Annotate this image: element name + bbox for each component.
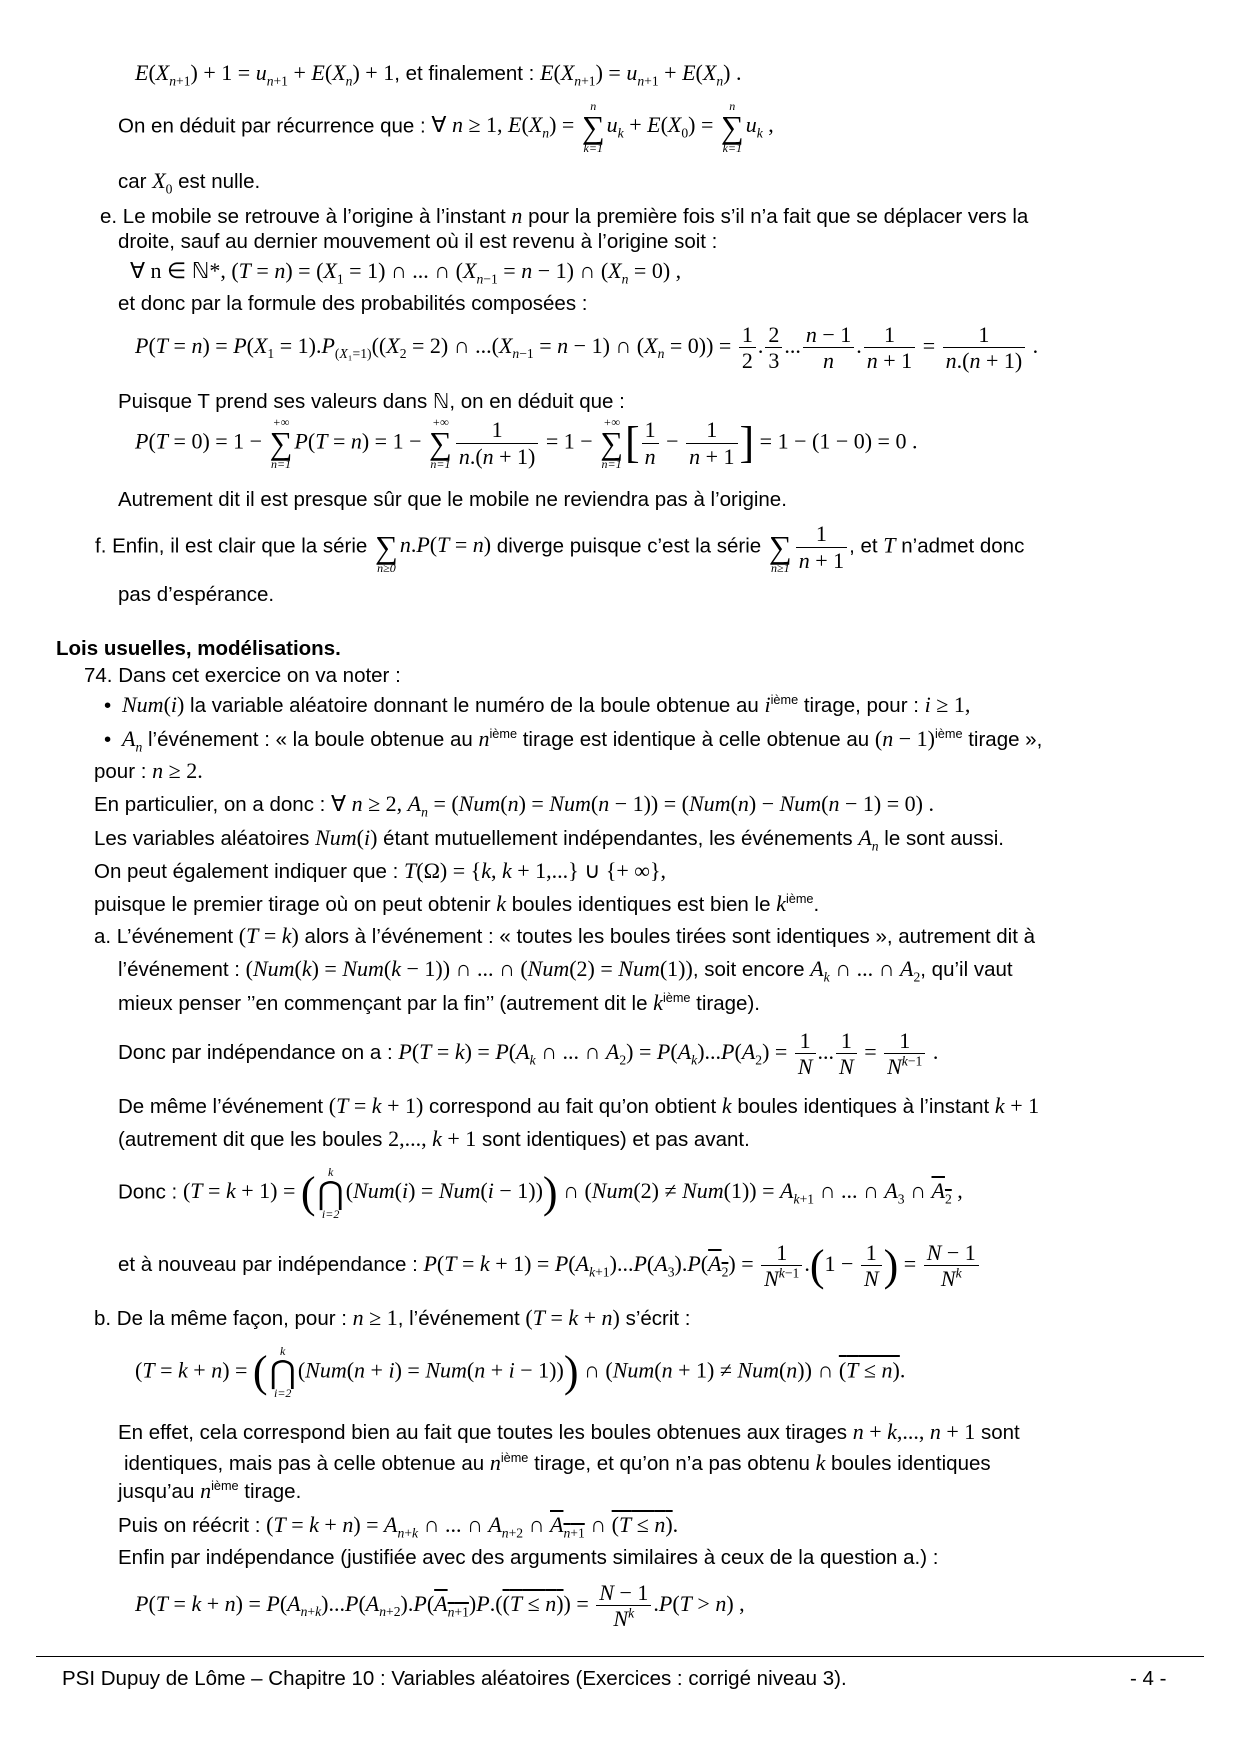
formula-expectation-recurrence: $E(X_{n+1}) + 1 = u_{n+1} + E(X_n) + 1$, et finalement : $E(X_{n+1}) = u_{n+1} + E(X_n)$ . <box>135 60 742 89</box>
text: b. De la même façon, pour : <box>94 1307 353 1330</box>
section-title: Lois usuelles, modélisations. <box>56 637 341 660</box>
text: a. L’événement <box>94 925 239 948</box>
text: e. Le mobile se retrouve à l’origine à l’instant <box>100 205 512 228</box>
text: , l’événement <box>397 1307 526 1330</box>
paragraph-e-line1: e. Le mobile se retrouve à l’origine à l’instant n pour la première fois s’il n’a fait que se déplacer vers la <box>100 203 1029 228</box>
text: sont <box>975 1421 1020 1444</box>
formula-event-t-equals-n: ∀ n ∈ ℕ*, $(T = n) = (X_1 = 1)$ ∩ ... ∩ $(X_{n-1} = n - 1)$ ∩ $(X_n = 0)$ , <box>130 258 682 287</box>
text: , et <box>849 534 884 558</box>
superscript: ième <box>934 726 963 742</box>
superscript: ième <box>662 990 691 1006</box>
paragraph-f-line1: f. Enfin, il est clair que la série ∑ n≥0 n.P(T = n) diverge puisque c’est la série ∑ n≥1 $\frac{1}{n + 1}$ , et T n’admet donc <box>95 521 1025 576</box>
text: n’admet donc <box>895 534 1025 558</box>
ex74-a-line7: Donc : (T = k + 1) = ( k ⋂ i=2 (Num(i) = Num(i − 1))) ∩ $(Num(2) \ne Num(1)) = A_{k+1}$ ∩ ... ∩ $A_3$ ∩ $A_2$ , <box>118 1165 963 1222</box>
text: Puis on réécrit : <box>118 1514 267 1537</box>
ex74-a-line1: a. L’événement (T = k) alors à l’événement : « toutes les boules tirées sont identiques », autrement dit à <box>94 923 1035 948</box>
sum-symbol: n ∑ k=1 <box>581 99 605 156</box>
ex74-a-line5: De même l’événement (T = k + 1) correspond au fait qu’on obtient k boules identiques à l’instant k + 1 <box>118 1093 1040 1118</box>
superscript: ième <box>211 1478 239 1494</box>
ex74-pour: pour : n ≥ 2. <box>94 758 203 783</box>
ex74-particular: En particulier, on a donc : ∀ n ≥ 2, $A_n = (Num(n) = Num(n - 1)) = (Num(n) - Num(n - 1) = 0)$ . <box>94 791 934 820</box>
text: jusqu’au <box>118 1480 201 1503</box>
formula-prob-t-k-plus-n: $P(T = k + n) = P(A_{n+k})...P(A_{n+2}).P(A_{n+1})P.((T \le n))$ = $\frac{N - 1}{N^k}$ .P(T > n) , <box>135 1580 745 1632</box>
text: tirage). <box>690 992 760 1015</box>
text: tirage. <box>238 1480 302 1503</box>
text: boules identiques est bien le <box>506 893 777 916</box>
superscript: ième <box>785 891 814 907</box>
footer-title: PSI Dupuy de Lôme – Chapitre 10 : Variables aléatoires (Exercices : corrigé niveau 3). <box>62 1667 847 1690</box>
ex74-b-line7: Enfin par indépendance (justifiée avec des arguments similaires à ceux de la question a.) : <box>118 1546 939 1569</box>
text: car <box>118 170 153 193</box>
text: Donc par indépendance on a : <box>118 1040 399 1064</box>
ex74-bullet-an: • $A_n$ l’événement : « la boule obtenue au $n^{ième}$ tirage est identique à celle obtenue au $(n - 1)^{ième}$ tirage », <box>104 726 1043 755</box>
superscript: ième <box>770 692 799 708</box>
ex74-omega: On peut également indiquer que : T(Ω) = {k, k + 1,...} ∪ {+ ∞}, <box>94 858 667 883</box>
paragraph-e-line2: droite, sauf au dernier mouvement où il est revenu à l’origine soit : <box>118 230 718 253</box>
paragraph-x0-null: car $X_0$ est nulle. <box>118 168 261 197</box>
text: tirage est identique à celle obtenue au <box>517 728 875 751</box>
ex74-intro: 74. Dans cet exercice on va noter : <box>84 664 401 687</box>
formula-prob-t-equals-n: $P(T = n) = P(X_1 = 1).P_{(X_1=1)}((X_2 = 2)$ ∩ $...(X_{n-1} = n - 1)$ ∩ $(X_n = 0)$) = $\frac{1}{2}$ . $\frac{2}{3}$ ... $\frac{n - 1}{n}$ . $\frac{1}{n + 1}$ = $\frac{1}{n.(n + 1)}$ . <box>135 322 1039 374</box>
text: On en déduit par récurrence que : <box>118 114 432 138</box>
text: , soit encore <box>692 958 811 981</box>
paragraph-e-conclusion: Autrement dit il est presque sûr que le mobile ne reviendra pas à l’origine. <box>118 488 787 511</box>
text: En effet, cela correspond bien au fait que toutes les boules obtenues aux tirages <box>118 1421 853 1444</box>
superscript: ième <box>500 1450 529 1466</box>
text: pour la première fois s’il n’a fait que se déplacer vers la <box>522 205 1029 228</box>
text: est nulle. <box>172 170 261 193</box>
sum-symbol: n ∑ k=1 <box>720 99 744 156</box>
text: mieux penser ’’en commençant par la fin’’ (autrement dit le <box>118 992 654 1015</box>
paragraph-e-compound: et donc par la formule des probabilités composées : <box>118 292 588 315</box>
text: On peut également indiquer que : <box>94 860 404 883</box>
formula-prob-t-zero: P(T = 0) = 1 − +∞ ∑ n=1 P(T = n) = 1 − +∞ ∑ n=1 $\frac{1}{n.(n + 1)}$ = 1 − +∞ ∑ n=1 [ $\frac{1}{n}$ − $\frac{1}{n + 1}$ ] = 1 − (1 − 0) = 0 . <box>135 415 918 472</box>
page-number: - 4 - <box>1130 1667 1167 1690</box>
text: Donc : <box>118 1180 183 1204</box>
text: boules identiques <box>825 1452 991 1475</box>
text: , qu’il vaut <box>920 958 1013 981</box>
ex74-a-line8: et à nouveau par indépendance : $P(T = k + 1) = P(A_{k+1})...P(A_3).P(A_2)$ = $\frac{1}{N^{k-1}}$ .(1 − $\frac{1}{N}$ ) = $\frac{N - 1}{N^k}$ <box>118 1240 981 1292</box>
ex74-b-line1: b. De la même façon, pour : n ≥ 1, l’événement (T = k + n) s’écrit : <box>94 1305 691 1330</box>
ex74-a-line3: mieux penser ’’en commençant par la fin’’ (autrement dit le $k^{ième}$ tirage). <box>118 990 760 1015</box>
formula-t-equals-k-plus-n: (T = k + n) = ( k ⋂ i=2 (Num(n + i) = Num(n + i − 1))) ∩ (Num(n + 1) ≠ Num(n)) ∩ (T ≤ n). <box>135 1344 906 1401</box>
ex74-b-line4: identiques, mais pas à celle obtenue au $n^{ième}$ tirage, et qu’on n’a pas obtenu k boules identiques <box>124 1450 991 1475</box>
text: De même l’événement <box>118 1095 329 1118</box>
text: l’événement : <box>118 958 246 981</box>
text: la variable aléatoire donnant le numéro de la boule obtenue au <box>184 694 765 717</box>
ex74-a-line6: (autrement dit que les boules 2,..., k + 1 sont identiques) et pas avant. <box>118 1126 750 1151</box>
text: sont identiques) et pas avant. <box>476 1128 750 1151</box>
text: correspond au fait qu’on obtient <box>423 1095 722 1118</box>
text: tirage », <box>962 728 1043 751</box>
paragraph-e-values: Puisque T prend ses valeurs dans ℕ, on en déduit que : <box>118 390 625 413</box>
ex74-b-line6: Puis on réécrit : $(T = k + n) = A_{n+k}$ ∩ ... ∩ $A_{n+2}$ ∩ $A_{n+1}$ ∩ (T ≤ n). <box>118 1512 679 1541</box>
text: étant mutuellement indépendantes, les événements <box>377 827 859 850</box>
text: f. Enfin, il est clair que la série <box>95 534 374 558</box>
text: (autrement dit que les boules <box>118 1128 389 1151</box>
bullet-icon: • <box>104 728 112 751</box>
text: et à nouveau par indépendance : <box>118 1252 424 1276</box>
ex74-b-line5: jusqu’au $n^{ième}$ tirage. <box>118 1478 302 1503</box>
paragraph-f-line2: pas d’espérance. <box>118 583 275 606</box>
paragraph-recurrence: On en déduit par récurrence que : ∀ n ≥ 1, $E(X_n)$ = n ∑ k=1 $u_k + E(X_0)$ = n ∑ k=1 $u_k$ , <box>118 99 774 156</box>
text: le sont aussi. <box>878 827 1004 850</box>
ex74-independence: Les variables aléatoires Num(i) étant mutuellement indépendantes, les événements $A_n$ le sont aussi. <box>94 825 1004 854</box>
ex74-puisque: puisque le premier tirage où on peut obtenir k boules identiques est bien le $k^{ième}$. <box>94 891 820 916</box>
ex74-b-line3: En effet, cela correspond bien au fait que toutes les boules obtenues aux tirages n + k,..., n + 1 sont <box>118 1419 1020 1444</box>
text: puisque le premier tirage où on peut obtenir <box>94 893 497 916</box>
ex74-a-line2: l’événement : (Num(k) = Num(k − 1)) ∩ ... ∩ (Num(2) = Num(1)), soit encore $A_k$ ∩ ... ∩ $A_2$, qu’il vaut <box>118 956 1013 985</box>
text: Les variables aléatoires <box>94 827 316 850</box>
footer-divider <box>36 1656 1204 1657</box>
text: alors à l’événement : « toutes les boules tirées sont identiques », autrement dit à <box>298 925 1035 948</box>
text: boules identiques à l’instant <box>731 1095 995 1118</box>
bullet-icon: • <box>104 694 112 717</box>
text: tirage, et qu’on n’a pas obtenu <box>528 1452 816 1475</box>
text: tirage, pour : <box>798 694 925 717</box>
superscript: ième <box>489 726 518 742</box>
ex74-a-line4: Donc par indépendance on a : $P(T = k) = P(A_k$ ∩ ... ∩ $A_2) = P(A_k)...P(A_2)$ = $\frac{1}{N}$ ... $\frac{1}{N}$ = $\frac{1}{N^{k-1}}$ . <box>118 1028 939 1080</box>
text: l’événement : « la boule obtenue au <box>142 728 479 751</box>
text: s’écrit : <box>619 1307 691 1330</box>
text: En particulier, on a donc : <box>94 793 332 816</box>
ex74-bullet-num: • Num(i) la variable aléatoire donnant le numéro de la boule obtenue au $i^{ième}$ tirage, pour : i ≥ 1, <box>104 692 971 717</box>
text: diverge puisque c’est la série <box>491 534 767 558</box>
text: identiques, mais pas à celle obtenue au <box>124 1452 490 1475</box>
text: pour : <box>94 760 153 783</box>
